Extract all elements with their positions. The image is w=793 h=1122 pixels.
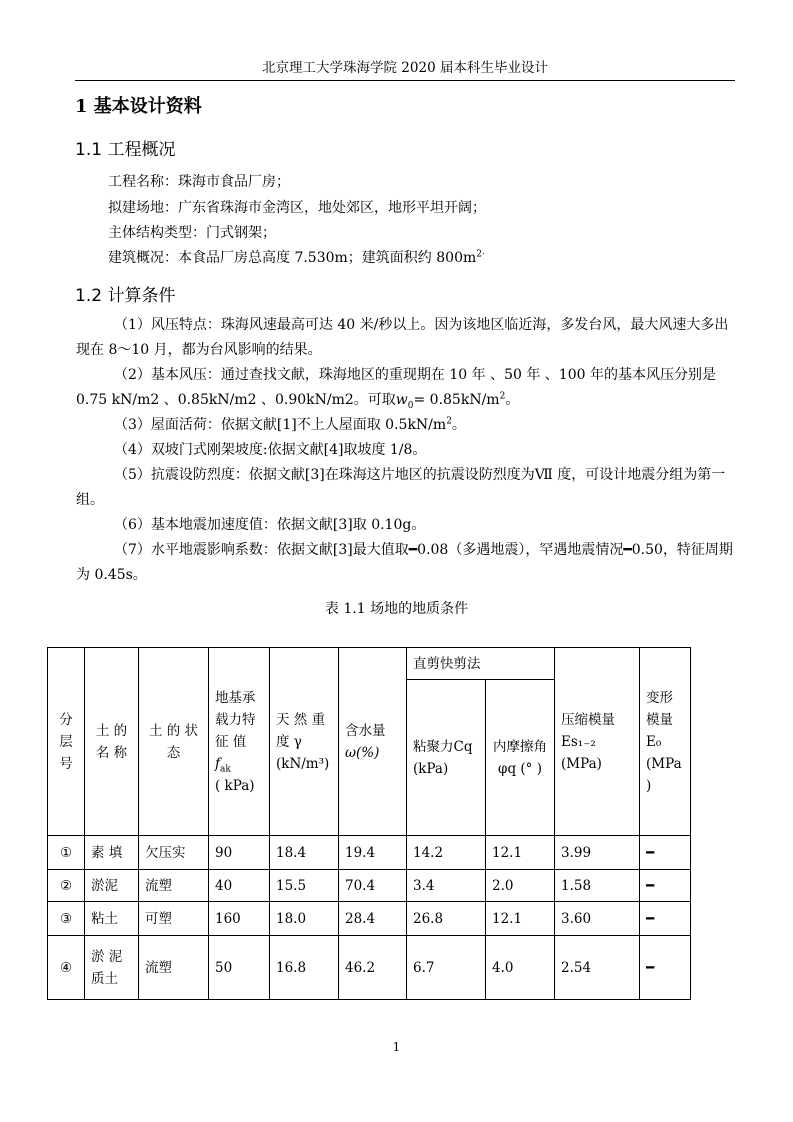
w-subscript: 0 (407, 400, 414, 411)
header-direct-shear: 直剪快剪法 (407, 648, 555, 680)
cell-fak: 40 (209, 870, 270, 902)
cell-cq: 3.4 (407, 870, 486, 902)
cell-es: 3.99 (555, 836, 640, 870)
cell-water: 46.2 (339, 936, 407, 1000)
para-seismic-coefficient: （7）水平地震影响系数：依据文献[3]最大值取━0.08（多遇地震），罕遇地震情况━0.50，特征周期为 0.45s。 (76, 542, 733, 583)
cell-name: 素 填 (85, 836, 139, 870)
cell-phi: 4.0 (486, 936, 555, 1000)
table-row (48, 936, 691, 1000)
header-divider (75, 80, 735, 81)
para-2-end: 。 (505, 392, 520, 408)
cell-es: 1.58 (555, 870, 640, 902)
w-symbol: w (395, 392, 408, 408)
table-row (48, 902, 691, 936)
header-layer: 分层号 (48, 648, 85, 836)
cell-es: 3.60 (555, 902, 640, 936)
page-number: 1 (392, 1040, 401, 1054)
structure-type: 主体结构类型：门式钢架； (108, 225, 276, 241)
cell-gamma: 15.5 (270, 870, 339, 902)
building-overview-text: 建筑概况：本食品厂房总高度 7.530m；建筑面积约 800m (108, 250, 477, 266)
cell-fak: 50 (209, 936, 270, 1000)
para-2-text: （2）基本风压：通过查找文献，珠海地区的重现期在 10 年 、50 年 、100 年的基本风压分别是 0.75 kN/m2 、0.85kN/m2 、0.90kN/m2。可取 (76, 367, 716, 408)
cell-e0: ━ (640, 936, 691, 1000)
cell-fak: 90 (209, 836, 270, 870)
cell-state: 流塑 (139, 936, 209, 1000)
bearing-label: 地基承载力特征 值 (215, 689, 256, 750)
cell-cq: 6.7 (407, 936, 486, 1000)
project-name: 工程名称：珠海市食品厂房； (108, 174, 290, 190)
cell-water: 28.4 (339, 902, 407, 936)
cell-water: 70.4 (339, 870, 407, 902)
water-label: 含水量 (345, 722, 386, 739)
cell-water: 19.4 (339, 836, 407, 870)
header-unit-weight (270, 648, 339, 836)
para-2-value: = 0.85kN/m (413, 392, 500, 408)
para-roof-live-load (76, 413, 738, 438)
cell-gamma: 18.4 (270, 836, 339, 870)
fak-symbol: f (215, 755, 220, 772)
cell-state: 流塑 (139, 870, 209, 902)
header-soil-name: 土 的 名 称 (85, 648, 139, 836)
geology-table (47, 647, 691, 1000)
section-title-1-2: 1.2 计算条件 (75, 286, 176, 306)
cell-state: 可塑 (139, 902, 209, 936)
section-title-1-1: 1.1 工程概况 (75, 140, 176, 160)
header-deformation-modulus: 变形模量 E₀ (MPa ) (640, 648, 691, 836)
para-2-sup: 2 (499, 391, 506, 402)
header-bearing-capacity (209, 648, 270, 836)
area-superscript: 2· (476, 249, 485, 260)
cell-gamma: 18.0 (270, 902, 339, 936)
para-seismic-intensity: （5）抗震设防烈度：依据文献[3]在珠海这片地区的抗震设防烈度为Ⅶ 度，可设计地震分组为第一组。 (76, 467, 726, 508)
chapter-title: 1 基本设计资料 (75, 96, 202, 117)
cell-cq: 14.2 (407, 836, 486, 870)
fak-subscript: ak (220, 764, 231, 775)
water-symbol: ω(%) (345, 744, 380, 761)
project-site: 拟建场地：广东省珠海市金湾区，地处郊区，地形平坦开阔； (108, 200, 486, 216)
para-3-end: 。 (451, 417, 466, 433)
para-seismic-acceleration: （6）基本地震加速度值：依据文献[3]取 0.10g。 (114, 517, 426, 533)
cell-e0: ━ (640, 870, 691, 902)
para-slope: （4）双坡门式刚架坡度:依据文献[4]取坡度 1/8。 (114, 442, 427, 458)
cell-layer: ③ (48, 902, 85, 936)
gamma-label: 天 然 重 度 γ (276, 711, 326, 750)
table-row (48, 870, 691, 902)
page-header: 北京理工大学珠海学院 2020 届本科生毕业设计 (262, 60, 548, 76)
conditions-body (76, 313, 738, 588)
cell-gamma: 16.8 (270, 936, 339, 1000)
gamma-unit: (kN/m³) (276, 755, 330, 772)
cell-layer: ② (48, 870, 85, 902)
para-3-text: （3）屋面活荷：依据文献[1]不上人屋面取 0.5kN/m (114, 417, 447, 433)
cell-phi: 12.1 (486, 836, 555, 870)
header-soil-state: 土 的 状 态 (139, 648, 209, 836)
para-basic-wind-pressure (76, 363, 738, 413)
fak-unit: ( kPa) (215, 777, 255, 794)
cell-name: 淤 泥 质土 (85, 936, 139, 1000)
cell-e0: ━ (640, 836, 691, 870)
cell-state: 欠压实 (139, 836, 209, 870)
cell-fak: 160 (209, 902, 270, 936)
cell-layer: ① (48, 836, 85, 870)
cell-cq: 26.8 (407, 902, 486, 936)
table-caption: 表 1.1 场地的地质条件 (324, 601, 469, 617)
building-overview (108, 247, 485, 267)
cell-layer: ④ (48, 936, 85, 1000)
cell-phi: 2.0 (486, 870, 555, 902)
cell-es: 2.54 (555, 936, 640, 1000)
header-water-content (339, 648, 407, 836)
cell-name: 粘土 (85, 902, 139, 936)
cell-name: 淤泥 (85, 870, 139, 902)
header-friction-angle: 内摩擦角φq (° ) (486, 680, 555, 836)
para-wind-feature: （1）风压特点：珠海风速最高可达 40 米/秒以上。因为该地区临近海，多发台风，最大风速大多出现在 8～10 月，都为台风影响的结果。 (76, 317, 729, 358)
header-cohesion: 粘聚力Cq (kPa) (407, 680, 486, 836)
para-3-sup: 2 (446, 416, 452, 427)
header-compression-modulus: 压缩模量 Es₁₋₂ (MPa) (555, 648, 640, 836)
table-row (48, 836, 691, 870)
cell-phi: 12.1 (486, 902, 555, 936)
cell-e0: ━ (640, 902, 691, 936)
